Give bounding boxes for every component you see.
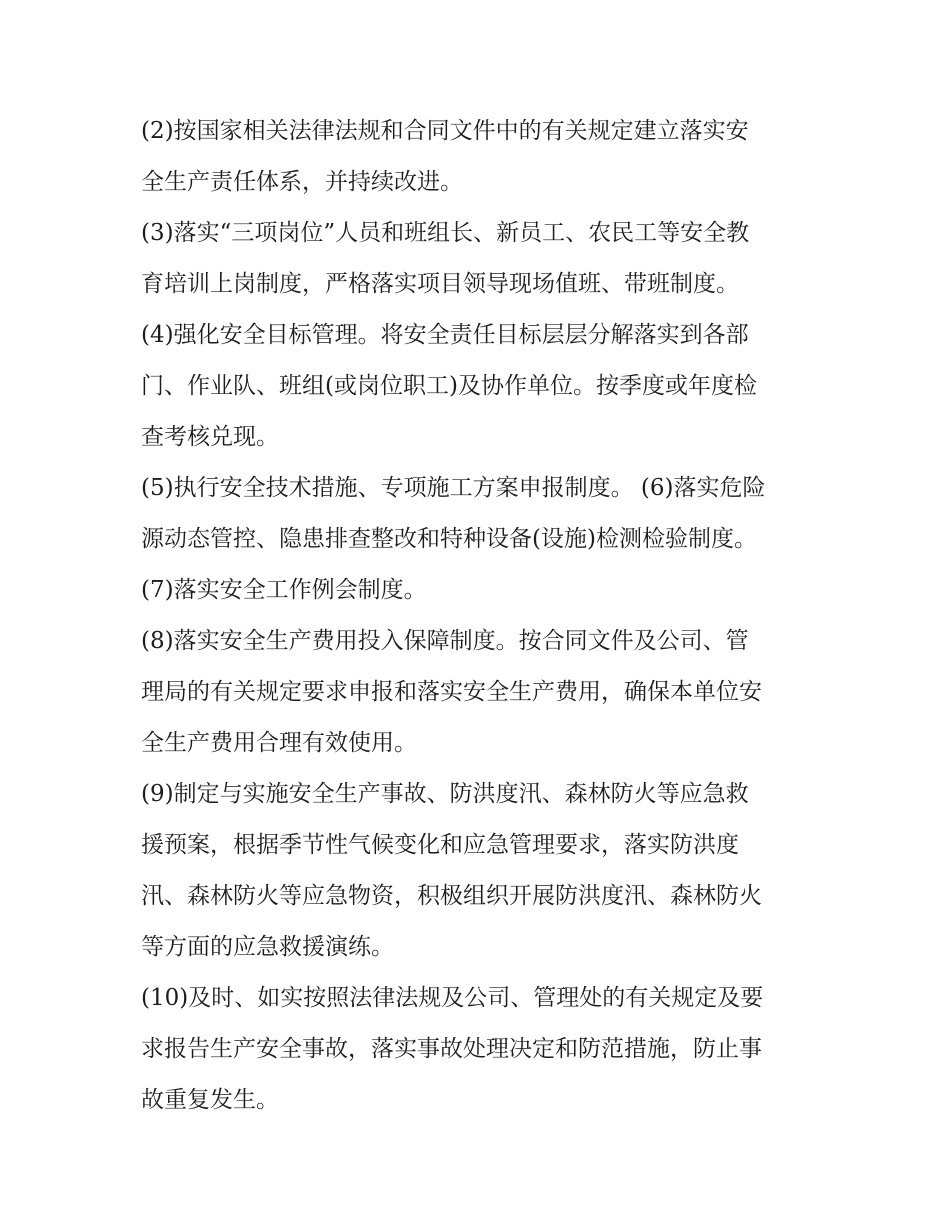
text-line: 汛、森林防火等应急物资，积极组织开展防洪度汛、森林防火 [141, 883, 762, 909]
text-line: 查考核兑现。 [141, 424, 279, 450]
text-line: (3)落实“三项岗位”人员和班组长、新员工、农民工等安全教 [141, 220, 750, 246]
text-line: 门、作业队、班组(或岗位职工)及协作单位。按季度或年度检 [141, 373, 757, 399]
text-line: 求报告生产安全事故，落实事故处理决定和防范措施，防止事 [141, 1036, 762, 1062]
text-line: (2)按国家相关法律法规和合同文件中的有关规定建立落实安 [141, 118, 749, 144]
text-line: 理局的有关规定要求申报和落实安全生产费用，确保本单位安 [141, 679, 762, 705]
text-line: (7)落实安全工作例会制度。 [141, 577, 427, 603]
text-line: (9)制定与实施安全生产事故、防洪度汛、森林防火等应急救 [141, 781, 749, 807]
text-line: 援预案，根据季节性气候变化和应急管理要求，落实防洪度 [141, 832, 739, 858]
text-line: (5)执行安全技术措施、专项施工方案申报制度。 (6)落实危险 [141, 475, 766, 501]
text-line: 全生产责任体系，并持续改进。 [141, 169, 463, 195]
text-line: (8)落实安全生产费用投入保障制度。按合同文件及公司、管 [141, 628, 749, 654]
body-text [141, 106, 831, 1126]
text-line: (10)及时、如实按照法律法规及公司、管理处的有关规定及要 [141, 985, 764, 1011]
text-line: 育培训上岗制度，严格落实项目领导现场值班、带班制度。 [141, 271, 739, 297]
text-line: 全生产费用合理有效使用。 [141, 730, 417, 756]
text-line: 源动态管控、隐患排查整改和特种设备(设施)检测检验制度。 [141, 526, 757, 552]
text-line: 等方面的应急救援演练。 [141, 934, 394, 960]
text-line: 故重复发生。 [141, 1087, 279, 1113]
text-line: (4)强化安全目标管理。将安全责任目标层层分解落实到各部 [141, 322, 749, 348]
